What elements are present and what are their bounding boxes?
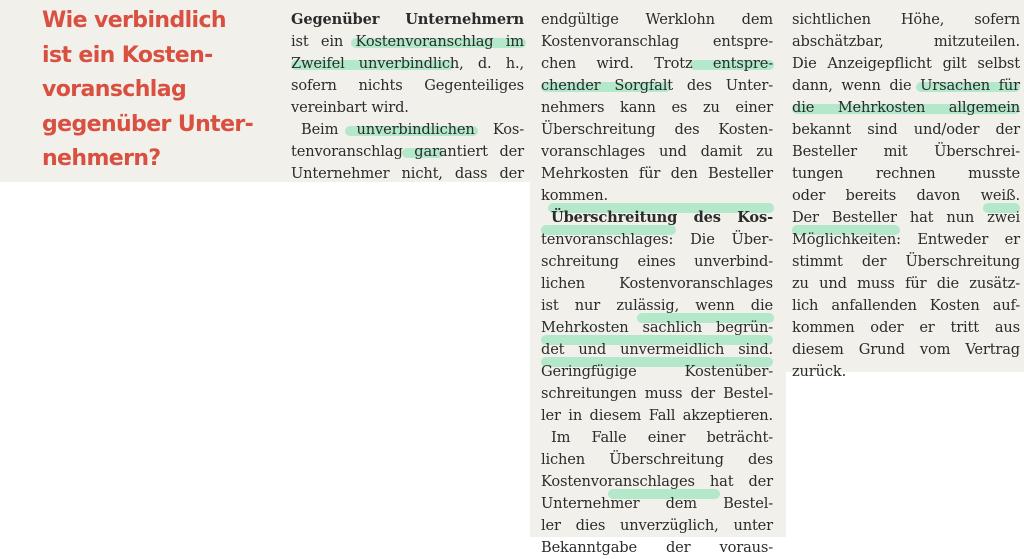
text-line: ler in diesem Fall akzeptieren. (541, 407, 773, 424)
text-line: oder bereits davon weiß. (792, 187, 1020, 204)
text-line: voranschlages und damit zu (541, 143, 773, 160)
text-line: Mehrkosten für den Besteller (541, 165, 773, 182)
text-line: det und unvermeidlich sind. (541, 341, 773, 358)
text-column-2 (541, 9, 773, 559)
text-line: chen wird. Trotz entspre- (541, 55, 773, 72)
text-line: stimmt der Überschreitung (792, 253, 1020, 270)
text-line: dann, wenn die Ursachen für (792, 77, 1020, 94)
text-line: tenvoranschlages: Die Über- (541, 231, 773, 248)
text-line: lich anfallenden Kosten auf- (792, 297, 1020, 314)
text-line: tenvoranschlag garantiert der (291, 143, 524, 160)
text-line: bekannt sind und/oder der (792, 121, 1020, 138)
text-line: endgültige Werklohn dem (541, 11, 773, 28)
text-line: lichen Kostenvoranschlages (541, 275, 773, 292)
subheading: Gegenüber Unternehmern (291, 11, 524, 28)
headline-line: nehmern? (42, 146, 161, 171)
text-line: Zweifel unverbindlich, d. h., (291, 55, 524, 72)
text-line: Überschreitung des Kosten- (541, 121, 773, 138)
text-line: Beim unverbindlichen Kos- (301, 121, 524, 138)
text-line: schreitung eines unverbind- (541, 253, 773, 270)
subheading: Überschreitung des Kos- (551, 209, 773, 226)
text-line: Mehrkosten sachlich begrün- (541, 319, 773, 336)
text-line: chender Sorgfalt des Unter- (541, 77, 773, 94)
text-line: abschätzbar, mitzuteilen. (792, 33, 1020, 50)
text-line: sichtlichen Höhe, sofern (792, 11, 1020, 28)
text-line: Geringfügige Kostenüber- (541, 363, 773, 380)
text-line: schreitungen muss der Bestel- (541, 385, 773, 402)
text-line: ist ein Kostenvoranschlag im (291, 33, 524, 50)
headline-line: Wie verbindlich (42, 8, 226, 33)
text-line: nehmers kann es zu einer (541, 99, 773, 116)
text-line: die Mehrkosten allgemein (792, 99, 1020, 116)
text-line: zurück. (792, 363, 847, 380)
headline-line: voranschlag (42, 77, 187, 102)
text-line: Besteller mit Überschrei- (792, 143, 1020, 160)
headline-line: gegenüber Unter- (42, 111, 254, 137)
text-line: Bekanntgabe der voraus- (541, 539, 773, 556)
text-line: Unternehmer dem Bestel- (541, 495, 773, 512)
text-column-3 (792, 9, 1020, 383)
headline-line: ist ein Kosten- (42, 42, 213, 68)
text-line: lichen Überschreitung des (541, 451, 773, 468)
text-line: Möglichkeiten: Entweder er (792, 231, 1020, 248)
headline (42, 4, 274, 177)
text-line: Der Besteller hat nun zwei (792, 209, 1020, 226)
text-line: Unternehmer nicht, dass der (291, 165, 524, 182)
text-line: Im Falle einer beträcht- (551, 429, 773, 446)
text-line: Kostenvoranschlag entspre- (541, 33, 773, 50)
text-line: ist nur zulässig, wenn die (541, 297, 773, 314)
text-line: kommen oder er tritt aus (792, 319, 1020, 336)
text-line: zu und muss für die zusätz- (792, 275, 1020, 292)
text-column-1 (291, 9, 524, 185)
text-line: kommen. (541, 187, 608, 204)
text-line: ler dies unverzüglich, unter (541, 517, 773, 534)
text-line: tungen rechnen musste (792, 165, 1020, 182)
text-line: vereinbart wird. (291, 99, 409, 116)
text-line: Die Anzeigepflicht gilt selbst (792, 55, 1020, 72)
text-line: sofern nichts Gegenteiliges (291, 77, 524, 94)
text-line: diesem Grund vom Vertrag (792, 341, 1020, 358)
text-line: Kostenvoranschlages hat der (541, 473, 773, 490)
